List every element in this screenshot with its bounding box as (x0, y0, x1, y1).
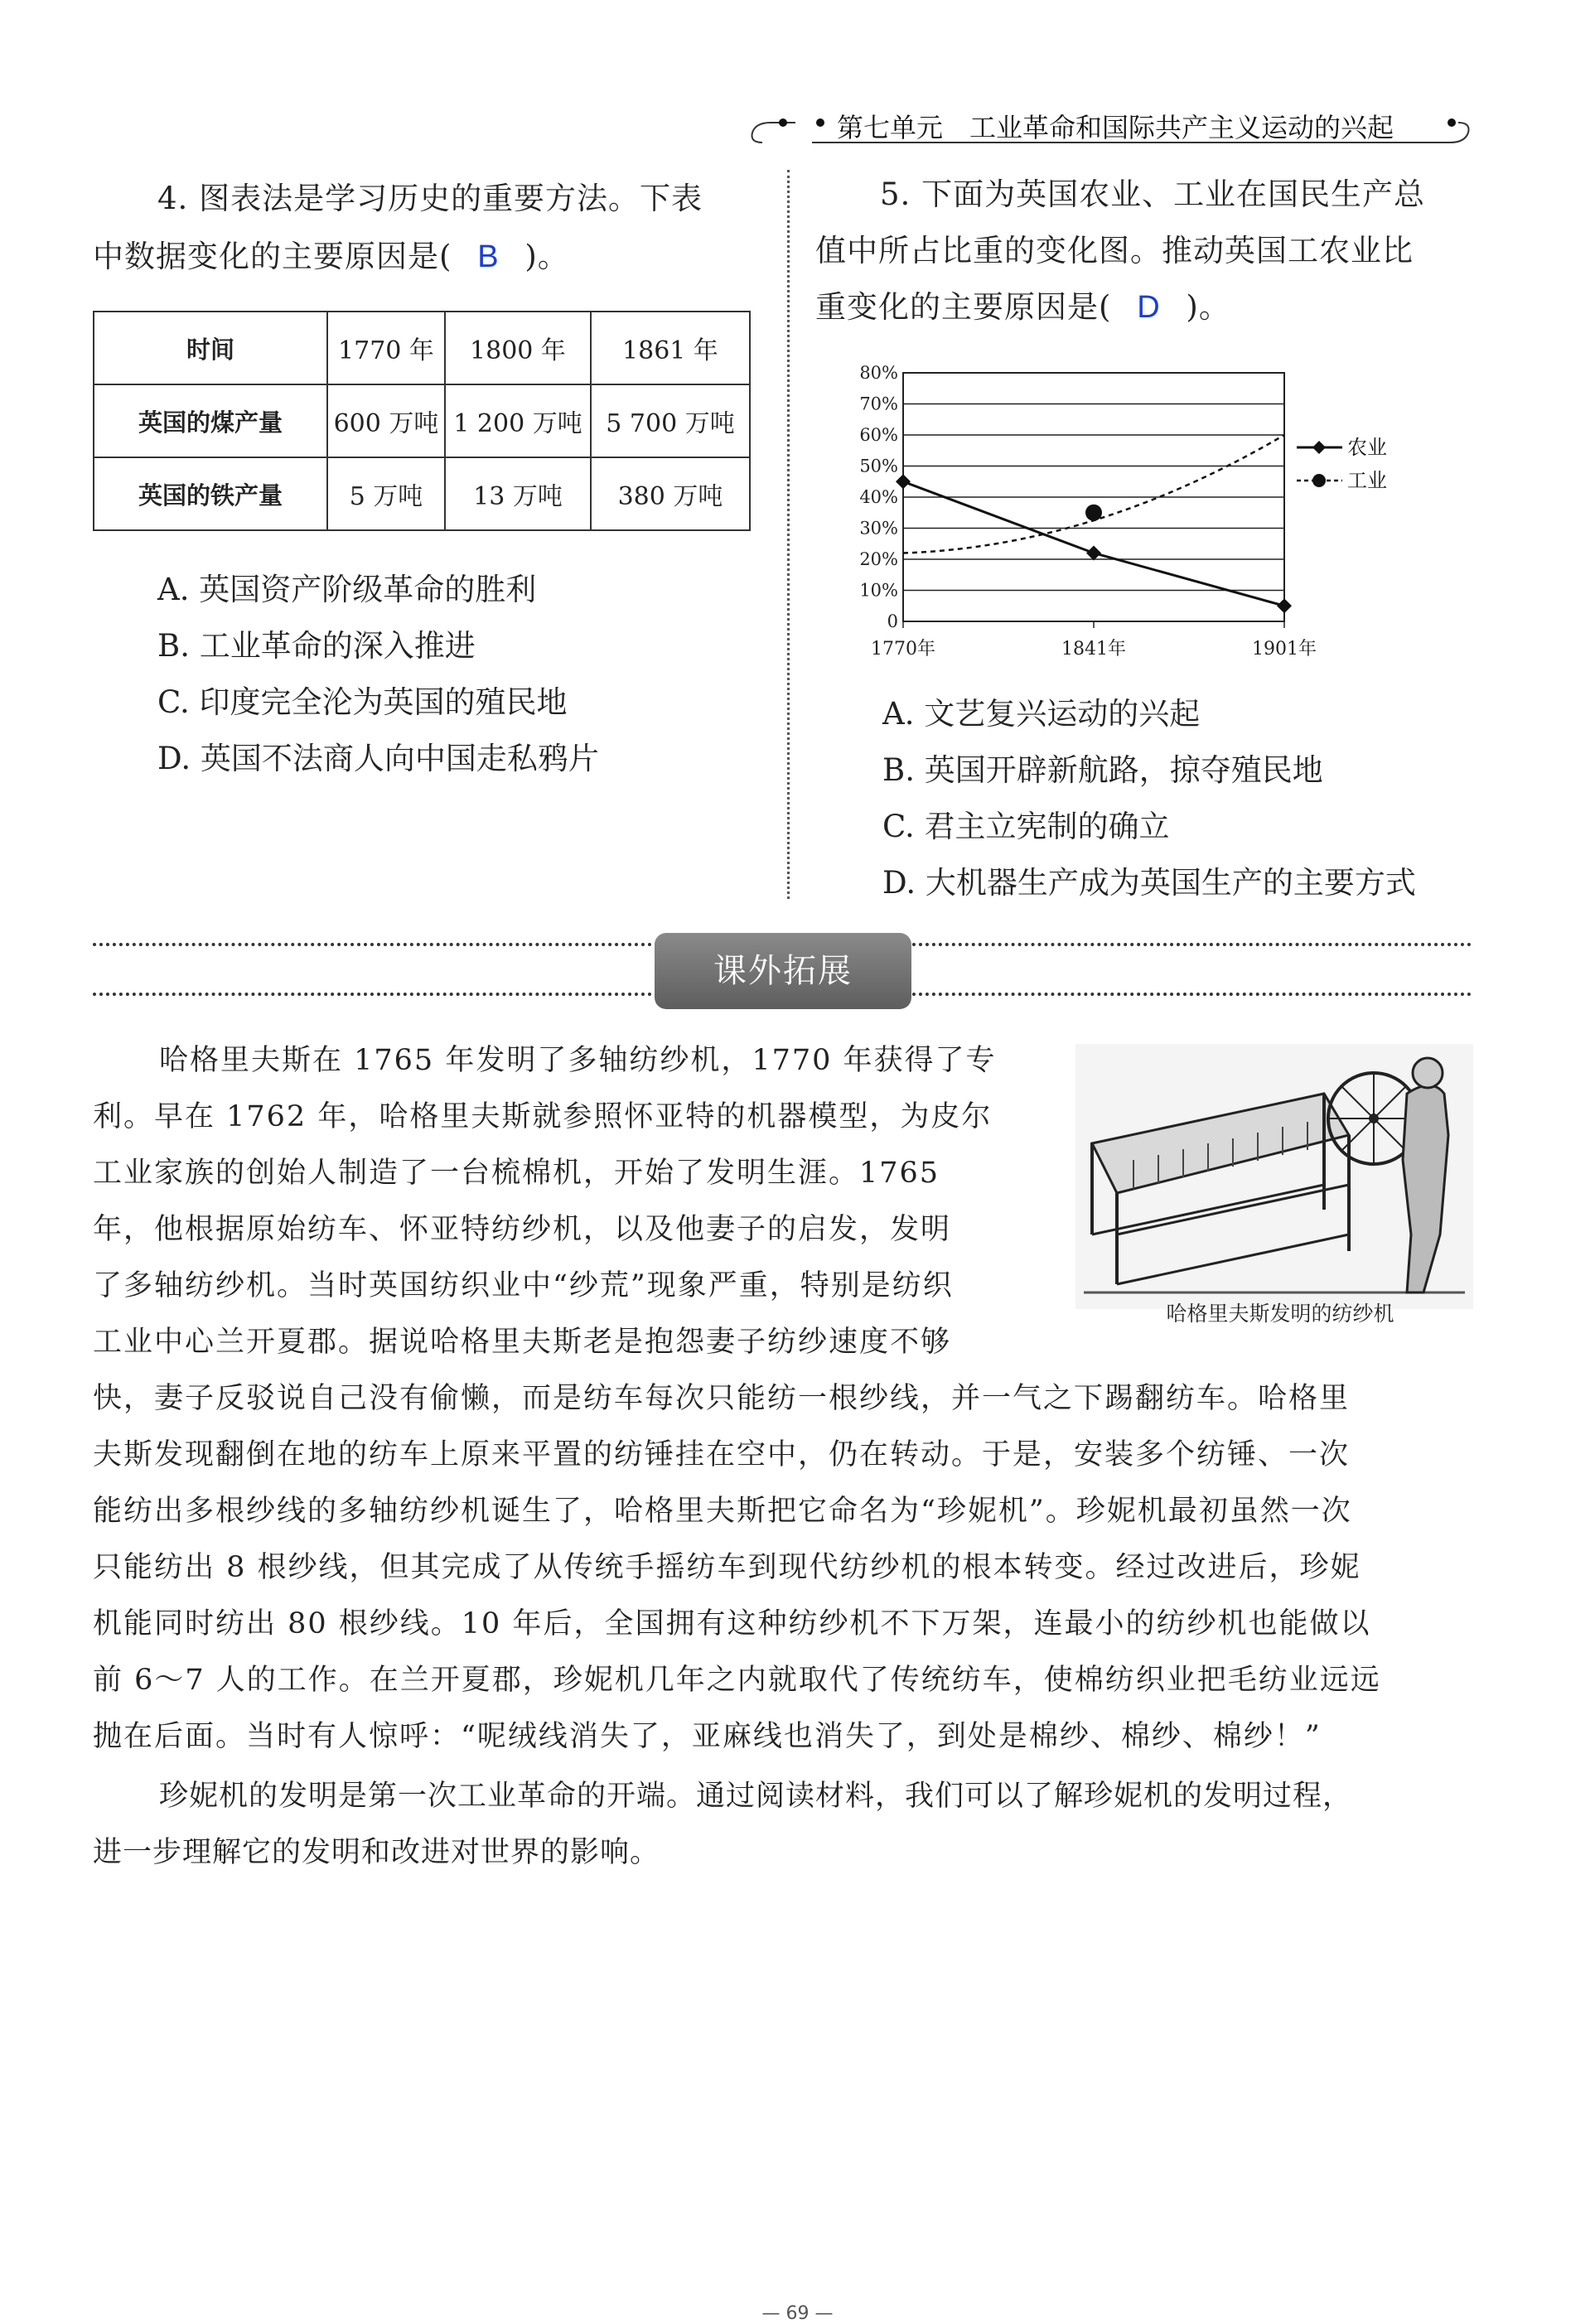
table-header-cell: 1800 年 (445, 312, 591, 384)
passage-line: 工业中心兰开夏郡。据说哈格里夫斯老是抱怨妻子纺纱速度不够 (93, 1326, 952, 1359)
passage-line: 珍妮机的发明是第一次工业革命的开端。通过阅读材料，我们可以了解珍妮机的发明过程， (159, 1780, 1353, 1813)
table-cell: 英国的煤产量 (94, 384, 327, 457)
q5-option-a: A. 文艺复兴运动的兴起 (882, 696, 1201, 732)
chart-legend (1297, 436, 1387, 492)
chart-series-line-工业 (903, 435, 1284, 553)
q5-stem-suffix: )。 (1186, 289, 1230, 325)
chart-x-tick-label: 1841年 (1061, 639, 1126, 660)
chart-y-tick-label: 0 (887, 611, 898, 631)
illustration-caption: 哈格里夫斯发明的纺纱机 (1166, 1302, 1394, 1326)
q5-line-chart (853, 356, 1387, 671)
table-row (94, 312, 750, 384)
chart-series-line-农业 (903, 481, 1284, 606)
q4-answer: B (477, 239, 500, 274)
q4-option-c: C. 印度完全沦为英国的殖民地 (157, 684, 568, 720)
passage-line: 快，妻子反驳说自己没有偷懒，而是纺车每次只能纺一根纱线，并一气之下踢翻纺车。哈格里 (93, 1382, 1351, 1415)
q4-stem-prefix: 中数据变化的主要原因是( (93, 239, 452, 274)
table-row (94, 457, 750, 530)
chart-x-tick-label: 1901年 (1252, 639, 1317, 660)
q4-option-b: B. 工业革命的深入推进 (157, 628, 476, 664)
chart-grid (903, 373, 1284, 621)
passage-line: 利。早在 1762 年，哈格里夫斯就参照怀亚特的机器模型，为皮尔 (93, 1100, 993, 1133)
chart-y-tick-label: 70% (859, 394, 898, 414)
q5-stem-line3 (815, 278, 1230, 336)
chart-point (1085, 505, 1102, 521)
passage-line: 哈格里夫斯在 1765 年发明了多轴纺纱机，1770 年获得了专 (159, 1044, 997, 1077)
chart-x-ticks (871, 621, 1317, 660)
table-cell: 5 万吨 (327, 457, 445, 530)
q5-stem-line1: 5. 下面为英国农业、工业在国民生产总 (880, 176, 1426, 212)
table-cell: 英国的铁产量 (94, 457, 327, 530)
chart-y-tick-label: 60% (859, 425, 898, 445)
chart-series (896, 435, 1292, 613)
spinning-jenny-illustration (1075, 1044, 1473, 1309)
page-number: — 69 — (761, 2303, 834, 2324)
table-cell: 13 万吨 (445, 457, 591, 530)
passage-line: 进一步理解它的发明和改进对世界的影响。 (93, 1836, 660, 1869)
chart-y-tick-label: 40% (859, 487, 898, 507)
q4-data-table (93, 311, 751, 531)
q5-stem-prefix: 重变化的主要原因是( (815, 289, 1112, 325)
column-divider (787, 170, 790, 899)
chart-point (1277, 598, 1292, 613)
passage-line: 工业家族的创始人制造了一台梳棉机，开始了发明生涯。1765 (93, 1157, 940, 1190)
unit-title: 第七单元 工业革命和国际共产主义运动的兴起 (837, 112, 1394, 143)
q5-option-d: D. 大机器生产成为英国生产的主要方式 (882, 865, 1416, 901)
table-header-cell: 时间 (94, 312, 327, 384)
chart-y-tick-label: 50% (859, 456, 898, 476)
chart-x-tick-label: 1770年 (871, 639, 935, 660)
chart-point (1086, 546, 1101, 561)
q5-answer: D (1137, 290, 1161, 325)
table-cell: 600 万吨 (327, 384, 445, 457)
table-header-cell: 1770 年 (327, 312, 445, 384)
legend-label: 农业 (1347, 436, 1387, 459)
table-row (94, 384, 750, 457)
passage-line: 了多轴纺纱机。当时英国纺织业中“纱荒”现象严重，特别是纺织 (93, 1269, 954, 1302)
chart-y-tick-label: 20% (859, 549, 898, 569)
passage-line: 夫斯发现翻倒在地的纺车上原来平置的纺锤挂在空中，仍在转动。于是，安装多个纺锤、一次 (93, 1438, 1351, 1471)
q4-stem-line1: 4. 图表法是学习历史的重要方法。下表 (157, 181, 703, 216)
q4-option-d: D. 英国不法商人向中国走私鸦片 (157, 741, 599, 776)
q4-option-a: A. 英国资产阶级革命的胜利 (157, 572, 537, 607)
passage-line: 年，他根据原始纺车、怀亚特纺纱机，以及他妻子的启发，发明 (93, 1213, 952, 1246)
passage-line: 只能纺出 8 根纱线，但其完成了从传统手摇纺车到现代纺纱机的根本转变。经过改进后，珍妮 (93, 1551, 1361, 1584)
section-banner: 课外拓展 (655, 933, 911, 1009)
chart-y-tick-label: 80% (859, 363, 898, 383)
passage-para1-bottom (93, 1370, 1477, 1765)
table-cell: 380 万吨 (591, 457, 750, 530)
q5-option-b: B. 英国开辟新航路，掠夺殖民地 (882, 752, 1323, 788)
table-header-cell: 1861 年 (591, 312, 750, 384)
q5-option-c: C. 君主立宪制的确立 (882, 809, 1170, 844)
table-cell: 1 200 万吨 (445, 384, 591, 457)
chart-y-tick-label: 10% (859, 580, 898, 601)
q4-stem-line2 (93, 228, 569, 286)
passage-line: 前 6～7 人的工作。在兰开夏郡，珍妮机几年之内就取代了传统纺车，使棉纺织业把毛纺业远远 (93, 1664, 1381, 1697)
legend-marker (1312, 474, 1326, 487)
table-cell: 5 700 万吨 (591, 384, 750, 457)
legend-label: 工业 (1347, 469, 1387, 492)
q4-stem-suffix: )。 (524, 239, 569, 274)
chart-y-ticks (859, 363, 898, 631)
passage-para2 (93, 1768, 1477, 1881)
passage-line: 能纺出多根纱线的多轴纺纱机诞生了，哈格里夫斯把它命名为“珍妮机”。珍妮机最初虽然一次 (93, 1495, 1352, 1528)
q5-stem-line2: 值中所占比重的变化图。推动英国工农业比 (815, 233, 1414, 268)
chart-y-tick-label: 30% (859, 518, 898, 539)
page-number-value: 69 (785, 2303, 810, 2324)
passage-line: 抛在后面。当时有人惊呼：“呢绒线消失了，亚麻线也消失了，到处是棉纱、棉纱、棉纱！” (93, 1720, 1322, 1753)
passage-line: 机能同时纺出 80 根纱线。10 年后，全国拥有这种纺纱机不下万架，连最小的纺纱机也能做以 (93, 1607, 1371, 1640)
passage-para1-top (93, 1032, 1046, 1370)
legend-marker (1312, 441, 1326, 454)
